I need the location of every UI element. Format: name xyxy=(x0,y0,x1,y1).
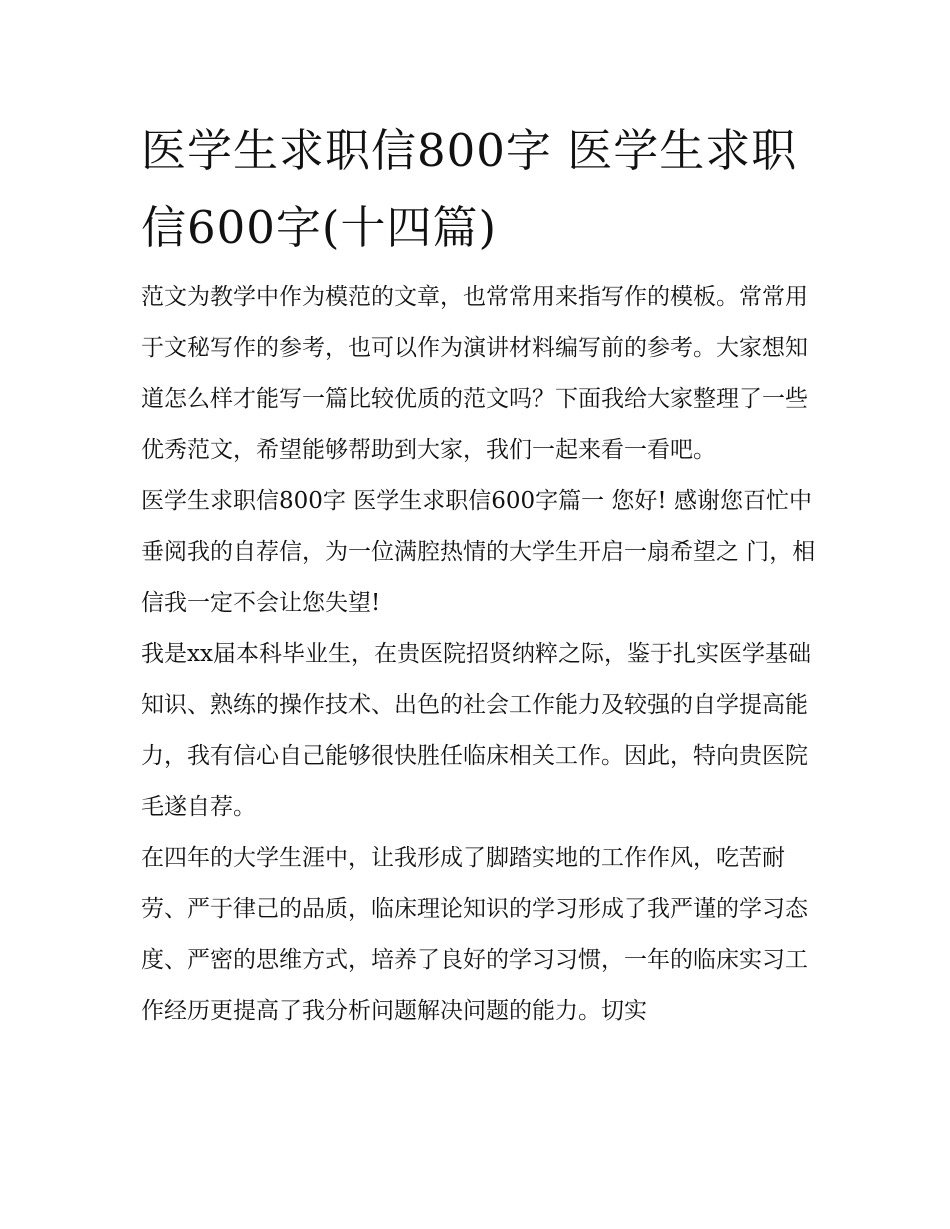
paragraph-self-introduction: 我是xx届本科毕业生，在贵医院招贤纳粹之际，鉴于扎实医学基础知识、熟练的操作技术、出色的社会工作能力及较强的自学提高能力，我有信心自己能够很快胜任临床相关工作。因此，特向贵医院毛遂自荐。 xyxy=(141,641,811,820)
document-title: 医学生求职信800字 医学生求职信600字(十四篇) xyxy=(141,124,798,254)
paragraph-university-experience: 在四年的大学生涯中，让我形成了脚踏实地的工作作风，吃苦耐劳、严于律己的品质，临床理论知识的学习形成了我严谨的学习态度、严密的思维方式，培养了良好的学习习惯，一年的临床实习工作经历更提高了我分析问题解决问题的能力。切实 xyxy=(141,845,808,1024)
document-body xyxy=(141,112,817,1037)
paragraph-letter-opening: 医学生求职信800字 医学生求职信600字篇一 您好! 感谢您百忙中垂阅我的自荐信，为一位满腔热情的大学生开启一扇希望之 门，相信我一定不会让您失望! xyxy=(141,488,816,616)
paragraph-intro: 范文为教学中作为模范的文章，也常常用来指写作的模板。常常用于文秘写作的参考，也可以作为演讲材料编写前的参考。大家想知道怎么样才能写一篇比较优质的范文吗？下面我给大家整理了一些优秀范文，希望能够帮助到大家，我们一起来看一看吧。 xyxy=(141,284,808,463)
